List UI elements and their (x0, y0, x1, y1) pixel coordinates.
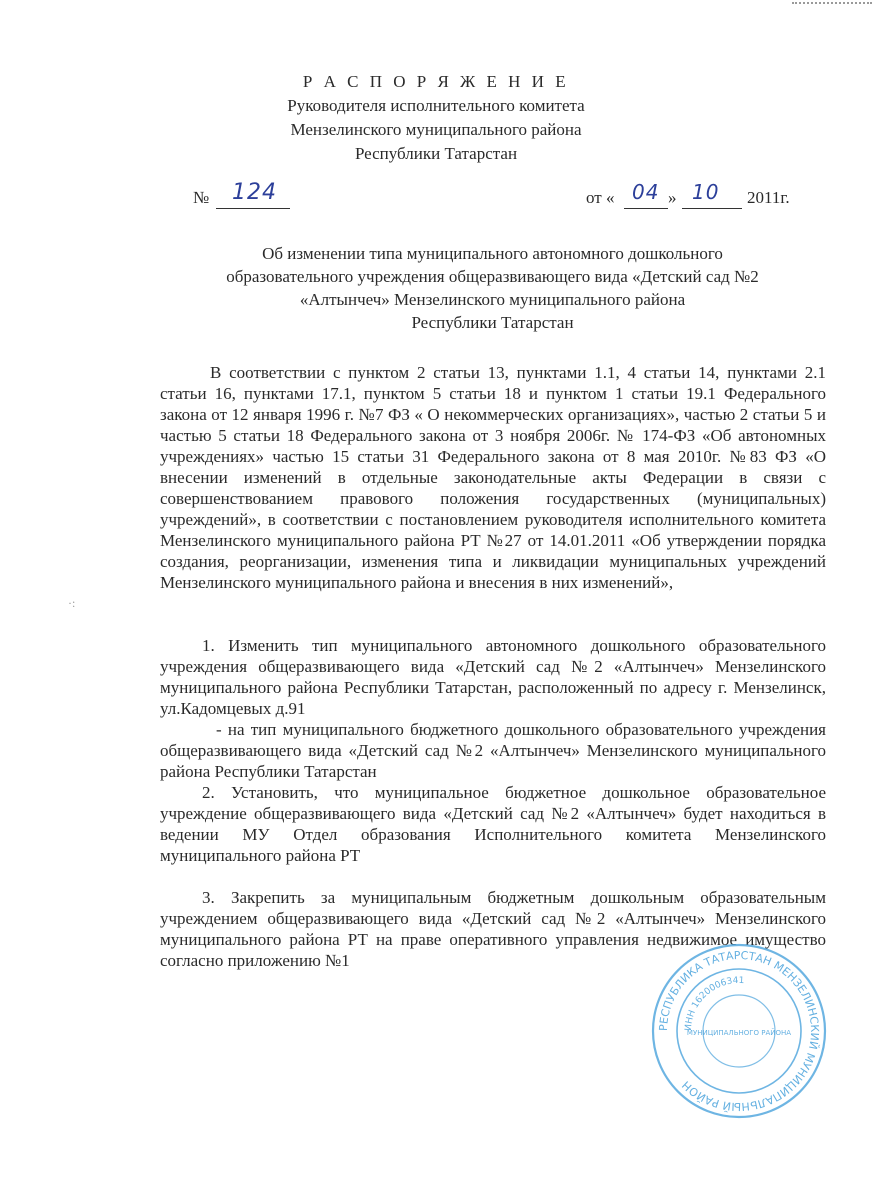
item-1: 1. Изменить тип муниципального автономного дошкольного образовательного учреждения общеразвивающего вида «Детский сад №2 «Алтынчеч» Мензелинского муниципального района Республики Татарстан, расположенный по адресу г. Мензелинск, ул.Кадомцевых д.91 (160, 636, 826, 718)
item-1-sub: - на тип муниципального бюджетного дошкольного образовательного учреждения общеразвивающего вида «Детский сад №2 «Алтынчеч» Мензелинского муниципального района Республики Татарстан (160, 720, 826, 781)
order-number-date-row (0, 180, 872, 214)
number-underline (216, 208, 290, 209)
stamp-center-text: МУНИЦИПАЛЬНОГО РАЙОНА (686, 1029, 792, 1037)
subject-line-2: образовательного учреждения общеразвивающего вида «Детский сад №2 (226, 267, 759, 286)
item-3: 3. Закрепить за муниципальным бюджетным дошкольным образовательным учреждением общеразвивающего вида «Детский сад №2 «Алтынчеч» Мензелинского муниципального района РТ на праве оперативного управления недвижимое имущество согласно приложению №1 (160, 888, 826, 970)
issuer-line-3: Республики Татарстан (354, 144, 518, 163)
stamp-outer-text: РЕСПУБЛИКА ТАТАРСТАН МЕНЗЕЛИНСКИЙ МУНИЦИПАЛЬНЫЙ РАЙОН (656, 948, 822, 1114)
issuer-line-1: Руководителя исполнительного комитета (287, 96, 585, 115)
order-subject (160, 242, 825, 334)
subject-line-3: «Алтынчеч» Мензелинского муниципального района (299, 290, 686, 309)
date-quote-close: » (668, 188, 677, 207)
date-prefix: от « (586, 188, 615, 207)
item-2: 2. Установить, что муниципальное бюджетное дошкольное образовательное учреждение общеразвивающего вида «Детский сад №2 «Алтынчеч» будет находиться в ведении МУ Отдел образования Исполнительного комитета Мензелинского муниципального района РТ (160, 783, 826, 865)
document-title: Р А С П О Р Я Ж Е Н И Е (302, 72, 570, 91)
document-header (0, 70, 872, 166)
subject-line-1: Об изменении типа муниципального автономного дошкольного (262, 244, 723, 263)
order-number-handwritten: 124 (232, 180, 277, 205)
issuer-line-2: Мензелинского муниципального района (290, 120, 582, 139)
scan-margin-dots: ·: (68, 596, 76, 610)
order-body (160, 362, 826, 971)
date-month-handwritten: 10 (692, 180, 720, 204)
year-value: 2011 (747, 188, 781, 207)
date-day-handwritten: 04 (632, 180, 660, 204)
number-label: № (193, 188, 210, 207)
day-underline (624, 208, 668, 209)
official-stamp (648, 940, 830, 1122)
stamp-id-text: ИНН 1620006341 (683, 975, 745, 1032)
date-year (747, 188, 790, 208)
year-suffix: г. (780, 188, 790, 207)
subject-line-4: Республики Татарстан (411, 313, 574, 332)
preamble-paragraph: В соответствии с пунктом 2 статьи 13, пунктами 1.1, 4 статьи 14, пунктами 2.1 статьи 16, пунктами 17.1, пунктом 5 статьи 18 и пунктом 1 статьи 19.1 Федерального закона от 12 января 1996 г. №7 ФЗ « О некоммерческих организациях», частью 2 статьи 5 и частью 5 статьи 18 Федерального закона от 3 ноября 2006г. № 174-ФЗ «Об автономных учреждениях» частью 15 статьи 31 Федерального закона от 8 мая 2010г. №83 ФЗ «О внесении изменений в отдельные законодательные акты Федерации в связи с совершенствованием правового положения государственных (муниципальных) учреждений», в соответствии с постановлением руководителя исполнительного комитета Мензелинского муниципального района РТ №27 от 14.01.2011 «Об утверждении порядка создания, реорганизации, изменения типа и ликвидации муниципальных учреждений Мензелинского муниципального района и внесения в них изменений», (160, 363, 826, 592)
month-underline (682, 208, 742, 209)
scan-edge-mark (792, 2, 872, 4)
